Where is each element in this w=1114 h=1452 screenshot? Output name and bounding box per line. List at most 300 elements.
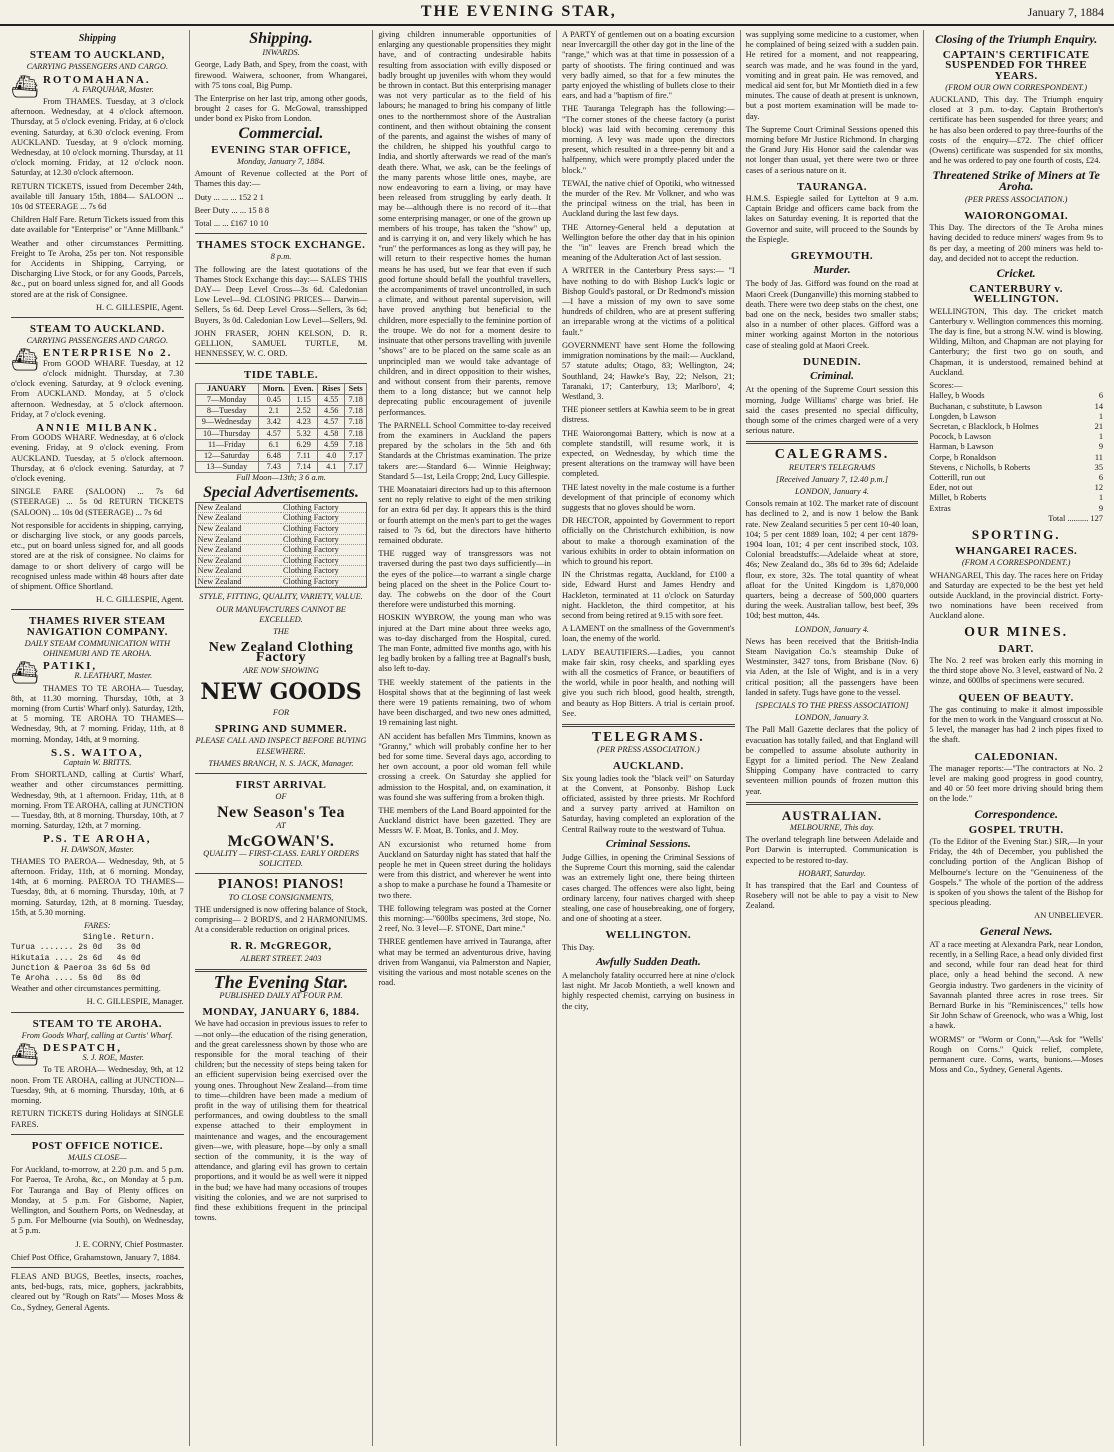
factory-repeat-grid (195, 502, 368, 589)
article-paragraph: THE Attorney-General held a deputation at Wellington before the other day that in his opinion the "in" leaves are French bread which the meaning of the Adulteration Act of last session. (562, 222, 735, 263)
score-batsman: Halley, b Woods (929, 391, 985, 401)
tide-header: Morn. (258, 383, 289, 394)
scores-title: Scores:— (929, 381, 963, 391)
article-paragraph: News has been received that the British-India Steam Navigation Co.'s steamship Duke of Westminster, 3427 tons, from Brisbane (Nov. 6) via Aden, at the Isle of Wight, and is in a very critical position; all the passengers have been landed in safety. Tugs have gone to the vessel. (745, 636, 919, 697)
divider (562, 724, 735, 727)
correspondent-note: (FROM OUR OWN CORRESPONDENT.) (945, 82, 1088, 92)
repeat-left-cell: New Zealand (196, 545, 281, 556)
repeat-left-cell: New Zealand (196, 577, 281, 588)
ad-title: STEAM TO TE AROHA. (32, 1017, 163, 1030)
column-3 (373, 30, 557, 1446)
criminal-heading: Criminal. (810, 370, 854, 383)
score-runs: 21 (1094, 421, 1103, 431)
tide-cell: 1.15 (289, 394, 318, 405)
columns (0, 26, 1114, 1446)
repeat-right-cell: Clothing Factory (281, 566, 366, 577)
article-paragraph: HOSKIN WYBROW, the young man who was injured at the Dart mine about three weeks ago, was to-day discharged from the Hospital, cured. The man Fonte, admitted five months ago, with his leg badly broken by a falling tree at Bagnall's bush, also left to-day. (378, 613, 551, 674)
tide-cell: 7.11 (289, 450, 318, 461)
mines-heading: OUR MINES. (964, 624, 1069, 640)
inwards-note: The Enterprise on her last trip, among other goods, brought 2 cases for G. McGowal, transshipped under bond ex Pisko from London. (194, 94, 368, 124)
fares-agent: H. C. GILLESPIE, Manager. (86, 997, 184, 1007)
score-runs: 6 (1098, 391, 1103, 401)
score-row (929, 473, 1103, 483)
ad-worms: WORMS" or "Worm or Conn,"—Ask for "Wells' Rough on Corns." Quick relief, complete, permanent cure. Corns, warts, bunions.—Moses Moss and Co., Sydney, General Agents. (929, 1034, 1103, 1075)
tide-cell: 11—Friday (195, 439, 258, 450)
dateline-wellington: WELLINGTON. (605, 929, 692, 942)
divider (195, 873, 368, 874)
issue-date: January 7, 1884 (1027, 4, 1104, 19)
article-paragraph: AUCKLAND, This day. The Triumph enquiry closed at 3 p.m. to-day. Captain Brotherton's certificate has been suspended for three years; and he has also been ordered to pay three-fourths of the costs of the enquiry—£72. The chief officer (Owens) certificate was suspended for six months, and he was ordered to pay one fourth of costs, £24. (929, 95, 1103, 166)
newspaper-title: THE EVENING STAR, (420, 3, 617, 20)
general-news-heading: General News. (979, 923, 1053, 938)
tide-cell: 4.58 (318, 428, 345, 439)
sudden-death-heading: Awfully Sudden Death. (596, 955, 701, 968)
repeat-left-cell: New Zealand (196, 566, 281, 577)
inwards-title: INWARDS. (262, 48, 300, 58)
score-row (929, 432, 1103, 442)
australian-heading: AUSTRALIAN. (781, 807, 883, 823)
notice-body: For Auckland, to-morrow, at 2.20 p.m. and 5 p.m. For Paeroa, Te Aroha, &c., on Monday at 5 p.m. For Tauranga and Bay of Plenty offices on Monday, at 5 p.m. For Gisborne, Napier, Wellington, and Southern Ports, on Wednesday, at 5 p.m. For Melbourne (via South), on Wednesday, at 5 p.m. (11, 1165, 184, 1236)
article-paragraph: The manager reports:—"The contractors at No. 2 level are making good progress in good country, and 40 or 50 feet more driving should bring them on the lode." (929, 763, 1103, 804)
ad-body: From SHORTLAND, calling at Curtis' Wharf, weather and other circumstances permitting. Wednesday, 9th, at 1 afternoon. Friday, 11th, at 8 morning. From TE AROHA, calling at JUNCTION— Tuesday, 8th, at 8 morning. Thursday, 10th, at 7 morning. Saturday, 12th, at 7 morning. (11, 770, 184, 831)
repeat-left-cell: New Zealand (196, 556, 281, 567)
triumph-heading: Closing of the Triumph Enquiry. (935, 32, 1098, 46)
fares-note: Weather and other circumstances permitting. (11, 984, 161, 994)
notice-title: POST OFFICE NOTICE. (31, 1139, 163, 1152)
article-paragraph: At the opening of the Supreme Court session this morning, Judge Williams' charge was brief. He said the cases presented no special difficulty, though some of the crimes charged were of a very serious nature. (745, 385, 919, 436)
races-heading: WHANGAREI RACES. (955, 545, 1078, 558)
tide-cell: 10—Thursday (195, 428, 258, 439)
article-paragraph: IN the Christmas regatta, Auckland, for £100 a side, Edward Hurst and James Hendry and Hackleton, terminated at 11 o'clock on Saturday night. Hackleton, the third competitor, at his second from being retired at 9.15 with sore feet. (562, 570, 735, 620)
ad-fleas: FLEAS AND BUGS, Beetles, insects, roaches, ants, bed-bugs, rats, mice, gophers, jackrabbits, cleared out by "Rough on Rats"— Moses Moss & Co., Sydney, General Agents. (11, 1271, 184, 1312)
tide-cell: 4.59 (318, 439, 345, 450)
section-shipping: Shipping. (249, 30, 313, 47)
tide-cell: 4.56 (318, 406, 345, 417)
ad-agent: H. C. GILLESPIE, Agent. (95, 595, 184, 605)
article-paragraph: A melancholy fatality occurred here at nine o'clock last night. Mr Jacob Montieth, a well known and highly respected chemist, carrying on business in the city, (562, 971, 735, 1011)
paper-title: The Evening Star. (213, 971, 349, 992)
article-paragraph: DR HECTOR, appointed by Government to report officially on the Christchurch exhibition, is now about to make a thorough examination of the various exhibits in order to obtain information on which to ground his report. (562, 516, 735, 566)
column-4 (557, 30, 741, 1446)
tea-of: OF (275, 792, 287, 802)
ad-title: STEAM TO AUCKLAND. (29, 323, 165, 336)
steamship-icon: ⛴ (11, 73, 39, 99)
notice-subtitle: MAILS CLOSE— (67, 1152, 127, 1162)
article-paragraph: Judge Gillies, in opening the Criminal Sessions of the Supreme Court this morning, said the calendar was an extremely light one, there being thirteen cases charged. The offences were also light, being ordinary larceny, four natives charged with sheep stealing, one case of housebreaking, one of forgery, and one of shooting at a steer. (562, 853, 735, 924)
telegrams-heading: TELEGRAMS. (591, 730, 705, 745)
score-runs: 9 (1098, 442, 1103, 452)
ship-name: ANNIE MILBANK. (35, 421, 159, 434)
duty-total: Total ... ... £167 10 10 (194, 219, 269, 229)
tide-cell: 3.42 (258, 417, 289, 428)
sporting-heading: SPORTING. (971, 526, 1061, 542)
ship-name: ROTOMAHANA. (42, 73, 151, 86)
tide-cell: 4.0 (318, 450, 345, 461)
score-row (929, 402, 1103, 412)
tea-quality: QUALITY — FIRST-CLASS. EARLY ORDERS SOLICITED. (203, 848, 359, 869)
repeat-left-cell: New Zealand (196, 524, 281, 535)
article-paragraph: A WRITER in the Canterbury Press says:— "I have nothing to do with Bishop Luck's logic or Bishop Gould's pastoral, or Dr Redmond's mission—I have a mission of my own to save some hundreds of children, who are at present suffering an irreparable wrong at the victims of a political fault." (562, 266, 735, 337)
tide-header-row (195, 383, 367, 394)
ad-note: Not responsible for accidents in shipping, carrying, or discharging live stock, or any goods parcels, etc., put on board unless signed for, and all goods stored are at the risk of consignee. No claims for damage to or short delivery of cargo will be recognised unless made within 48 hours after date of shipment. Office Shortland. (11, 520, 184, 591)
ad-body: From GOOD WHARF. Tuesday, at 12 o'clock midnight. Thursday, at 7.30 o'clock evening. Saturday, at 9 o'clock evening. From AUCKLAND. Monday, at 5 o'clock afternoon. Wednesday, at 5 o'clock afternoon. Friday, at 7 o'clock evening. (11, 358, 184, 419)
inwards-body: George, Lady Bath, and Spey, from the coast, with firewood. Waiwera, schooner, from Whangarei, with 75 tons coal, Big Pump. (194, 60, 368, 90)
score-runs: 1 (1098, 493, 1103, 503)
editorial: We have had occasion in previous issues to refer to—not only—the education of the rising generation, and the great carelessness shown by those who are responsible for the moral teaching of their children; but the necessity of steps being taken for an efficient supervision being exercised over the young ones. Throughout New Zealand—from time to time—children have been made a medium of profit in the way of utilising them for theatrical performances, and owing doubtless to the small expense attached to their employment in maintenance and wages, and the encouragement given—we, with pleasure, hope—by only a small section of the community, it is the way of attendance, and glaring evil has grown to certain proportions, and it would be as well were it nipped in the bud; we have had many occasions of troupes visiting the colonies, and we are not surprised to find these exhibitions frequent in the principal towns. (194, 1019, 368, 1223)
article-paragraph: AN accident has befallen Mrs Timmins, known as "Granny," which will probably confine her to her bed for some time. Several days ago, according to her own account, a poor old woman fell while crossing a creek. On Saturday she applied for admission to the Hospital, and, on examination, it was found she was suffering from a broken thigh. (378, 731, 551, 802)
tide-header: Sets (345, 383, 367, 394)
tide-rows (195, 394, 367, 472)
tide-cell: 7.18 (345, 394, 367, 405)
tide-header: JANUARY (195, 383, 258, 394)
tide-cell: 4.57 (258, 428, 289, 439)
reuters-subheading: REUTER'S TELEGRAMS (788, 462, 876, 472)
tide-header: Even. (289, 383, 318, 394)
score-row (929, 422, 1103, 432)
score-runs: 35 (1094, 462, 1103, 472)
score-batsman: Cotterill, run out (929, 472, 986, 482)
divider (11, 1134, 184, 1135)
stock-time: 8 p.m. (270, 252, 292, 262)
steamship-icon: ⛴ (11, 347, 39, 373)
article-paragraph: The PARNELL School Committee to-day received from the examiners in Auckland the papers prepared by the scholars in the 5th and 6th Standards at the Christmas examination. The prize takers are:—Standard 6— Winnie Heighway; Standard 5—1st, Leila Cropp; 2nd, Lucy Gillespie. (378, 420, 551, 481)
article-paragraph: This Day. The directors of the Te Aroha mines having decided to reduce miners' wages from 9s to 8s per day, a meeting of 200 miners was held to-day, and decided not to accept the reduction. (929, 223, 1103, 263)
score-row (929, 463, 1103, 473)
article-paragraph: THE pioneer settlers at Kawhia seem to be in great distress. (562, 405, 735, 425)
section-commercial: Commercial. (238, 124, 324, 142)
divider (195, 363, 368, 364)
ad-body: From GOODS WHARF. Wednesday, at 6 o'clock evening. Friday, at 9 o'clock evening. From AUCKLAND. Tuesday, at 5 o'clock afternoon. Thursday, at 6 o'clock evening. Saturday, at 7 o'clock evening. (11, 433, 184, 483)
score-runs: 12 (1094, 483, 1103, 493)
tide-cell: 6.48 (258, 450, 289, 461)
divider (11, 1267, 184, 1268)
letter-signature: AN UNBELIEVER. (1034, 911, 1103, 921)
dateline-tauranga: TAURANGA. (796, 180, 867, 193)
tide-cell: 5.32 (289, 428, 318, 439)
tide-row (195, 462, 367, 473)
ad-return: RETURN TICKETS during Holidays at SINGLE FARES. (11, 1109, 184, 1129)
article-paragraph: THE Waiorongomai Battery, which is now at a complete standstill, will resume work, it is expected, on Wednesday, by which time the present alterations on the tramway will have been completed. (562, 428, 735, 479)
score-batsman: Eder, not out (929, 483, 973, 493)
tide-cell: 7.43 (258, 462, 289, 473)
dateline-auckland: AUCKLAND. (612, 760, 684, 773)
scores-total: Total .......... 127 (1048, 513, 1103, 523)
press-association-note: (PER PRESS ASSOCIATION.) (964, 194, 1068, 204)
dateline-greymouth: GREYMOUTH. (790, 250, 874, 263)
score-row (929, 504, 1103, 514)
pianos-signature: R. R. McGREGOR, (230, 940, 332, 953)
column-5 (741, 30, 925, 1446)
article-paragraph: Consols remain at 102. The market rate of discount has declined to 2, and is now 1 below the Bank rate. New Zealand securities 5 per cent 10-40 loan, 104; 5 per cent 1889 loan, 102; 4 per cent 1879-1904 loan, 101; 4 per cent inscribed stock, 103. Colonial breadstuffs:—Adelaide wheat at store, 46s; New Zealand do., 38s 6d to 39s 6d; Adelaide flour, ex store, 32s. The total quantity of wheat afloat for the United Kingdom is 1,870,000 quarters, being a decrease of 500,000 quarters during the week. Australian tallow, best beef, 39s 10d; best mutton, 44s. (745, 499, 919, 621)
tide-cell: 7.17 (345, 462, 367, 473)
dateline-london: LONDON, January 4. (795, 486, 869, 496)
tide-cell: 6.29 (289, 439, 318, 450)
article-paragraph: The overland telegraph line between Adelaide and Port Darwin is interrupted. Communication is expected to be restored to-day. (745, 835, 919, 865)
divider (11, 1012, 184, 1013)
mine-dart: DART. (998, 642, 1034, 655)
pianos-body: THE undersigned is now offering balance of Stock, comprising— 2 BORD'S, and 2 HARMONIUMS. At a considerable reduction on original prices. (194, 904, 368, 935)
dateline-waiorongomai: WAIORONGOMAI. (964, 210, 1069, 223)
steamship-icon: ⛴ (11, 660, 39, 686)
article-paragraph: The gas continuing to make it almost impossible for the men to work in the Vanguard crosscut at No. 5 level, the manager has had 2 inch pipes fixed to the shaft. (929, 704, 1103, 745)
article-paragraph: The Pall Mall Gazette declares that the policy of evacuation has totally failed, and that England will be compelled to assume absolute authority in Egypt for a limited period. The New Zealand Shipping Company have contracted to carry seventeen million pounds of frozen mutton this year. (745, 725, 919, 796)
dateline-melbourne: MELBOURNE, This day. (789, 823, 875, 833)
tide-cell: 7.18 (345, 439, 367, 450)
duty-line: Duty ... ... ... 152 2 1 (194, 192, 264, 202)
ad-weather: Weather and other circumstances Permitting. Freight to Te Aroha, 25s per ton. Not responsible for Accidents in Shipping, Carrying, or Discharging Live Stock, or for any Goods, Parcels, &c., put on board unless signed for, and all Goods stored are at the risk of Consignee. (11, 238, 184, 299)
factory-name: New Zealand Clothing Factory (208, 640, 354, 666)
ad-body: To TE AROHA— Wednesday, 9th, at 12 noon. From TE AROHA, calling at JUNCTION— Tuesday, 9th, at 6 morning. Thursday, 10th, at 6 morning. (11, 1065, 184, 1106)
pianos-subtitle: TO CLOSE CONSIGNMENTS, (228, 892, 334, 902)
article-paragraph: THE following telegram was posted at the Corner this morning:—"600lbs specimens, 3rd stope, No. 2 reef, No. 3 level—F. STONE, Dart mine." (378, 903, 551, 934)
stock-body: The following are the latest quotations of the Thames Stock Exchange this day:— SALES THIS DAY— Deep Level Cross—3s 6d. Caledonian Low Level—9d. CLOSING PRICES— Darwin—Sellers, 5s 6d. Deep Level Cross—Sellers, 3s 6d; Buyers, 3s 0d. Caledonian Low Level—Sellers, 9d. (194, 264, 368, 325)
factory-call: PLEASE CALL AND INSPECT BEFORE BUYING ELSEWHERE. (195, 736, 367, 756)
score-batsman: Corpe, b Ronaldson (929, 452, 997, 462)
ad-note: Children Half Fare. Return Tickets issued from this date available for "Enterprise" or "Anne Millbank." (11, 215, 184, 235)
tide-cell: 7.14 (289, 462, 318, 473)
paper-date: MONDAY, JANUARY 6, 1884. (202, 1006, 360, 1019)
cricket-heading: Cricket. (996, 266, 1036, 281)
article-paragraph: Six young ladies took the "black veil" on Saturday at the Convent, at Ponsonby. Bishop Luck officiated, assisted by three priests. Mr Rochford and a survey party arrived at Hamilton on Saturday, having completed an exploration of the Central Railway route to the westward of Tuhua. (562, 773, 735, 834)
triumph-subheading: CAPTAIN'S CERTIFICATE SUSPENDED FOR THREE YEARS. (942, 49, 1090, 82)
tea-title: New Season's Tea (216, 804, 345, 822)
new-for: FOR (272, 707, 290, 717)
article-paragraph: THE rugged way of transgressors was not traversed during the past two days sufficiently—in the eyes of the police—to warrant a single charge being placed on the sheet in the Police Court to-day. The cobwebs on the door of the Court therefore were undisturbed this morning. (378, 549, 551, 610)
tide-cell: 0.45 (258, 394, 289, 405)
ship-master: A. FARQUHAR, Master. (72, 84, 154, 94)
column-6 (924, 30, 1108, 1446)
article-paragraph: It has transpired that the Earl and Countess of Rosebery will not be able to pay a visit to New Zealand. (745, 881, 919, 911)
factory-note: OUR MANUFACTURES CANNOT BE EXCELLED. (216, 604, 346, 624)
factory-the: THE (273, 627, 289, 637)
score-batsman: Longden, b Lawson (929, 411, 997, 421)
ship-name: P.S. TE AROHA, (43, 833, 152, 846)
pianos-street: ALBERT STREET. 2403 (240, 953, 322, 963)
paper-subtitle: PUBLISHED DAILY AT FOUR P.M. (219, 990, 343, 1000)
specials-note: [SPECIALS TO THE PRESS ASSOCIATION] (755, 700, 909, 710)
tide-cell: 7.18 (345, 406, 367, 417)
article-paragraph: was supplying some medicine to a customer, when he complained of being seized with a sudden pain. He retired for a moment, and not reappearing, search was made, and he was found in the yard, vomiting and in great pain. He was removed, and medical aid sent for, but Mr Montieth died in a few minutes. The cause of death at present is unknown, but a post mortem examination will be made to-day. (745, 30, 919, 121)
article-paragraph: H.M.S. Espiegle sailed for Lyttelton at 9 a.m. Captain Bridge and officers came back from the lakes on Saturday evening. It is reported that the Governor and suite, will proceed to the Sounds by the Espiegle. (745, 194, 919, 244)
tide-row (195, 428, 367, 439)
ship-name: S.S. WAITOA, (50, 746, 144, 759)
repeat-left-cell: New Zealand (196, 513, 281, 524)
mine-caledonian: CALEDONIAN. (974, 750, 1058, 763)
received-note: [Received January 7, 12.40 p.m.] (775, 474, 889, 484)
tide-cell: 6.1 (258, 439, 289, 450)
column-2 (190, 30, 374, 1446)
dateline-dunedin: DUNEDIN. (802, 355, 862, 368)
article-paragraph: LADY BEAUTIFIERS.—Ladies, you cannot make fair skin, rosy cheeks, and sparkling eyes with all the cosmetics of France, or beautifiers of the world, while in poor health, and nothing will give you such rich blood, good health, strength, and beauty as Hop Bitters. A trial is certain proof. See. (562, 647, 735, 718)
score-runs: 1 (1098, 432, 1103, 442)
article-paragraph: THE Tauranga Telegraph has the following:— "The corner stones of the cheese factory (a purist block) was laid with becoming ceremony this morning. A levy was made upon the directors present, which resulted in a three-penny bit and a halfpenny, which were promptly placed under the block." (562, 104, 735, 175)
ad-subtitle: CARRYING PASSENGERS AND CARGO. (26, 62, 169, 72)
article-paragraph: WHANGAREI, This day. The races here on Friday and Saturday are expected to be the best yet held outside Auckland, in the provincial district. Forty-two nominations have been received from Auckland alone. (929, 570, 1103, 621)
dateline-hobart: HOBART, Saturday. (798, 868, 866, 878)
stock-title: THAMES STOCK EXCHANGE. (196, 239, 366, 252)
ad-fares: SINGLE FARE (SALOON) ... 7s 6d (STEERAGE) ... 5s 0d RETURN TICKETS (SALOON) ... 10s 0d (STEERAGE) ... 7s 6d (11, 487, 184, 517)
ship-master: H. DAWSON, Master. (60, 844, 134, 854)
factory-branch: THAMES BRANCH, N. S. JACK, Manager. (208, 758, 354, 768)
score-runs: 14 (1094, 401, 1103, 411)
tea-at: AT (276, 820, 286, 830)
score-batsman: Pocock, b Lawson (929, 432, 991, 442)
calegrams-heading: CALEGRAMS. (774, 447, 890, 463)
score-batsman: Stevens, c Nicholls, b Roberts (929, 462, 1031, 472)
telegrams-subheading: (PER PRESS ASSOCIATION.) (597, 745, 700, 755)
correspondent-note: (FROM A CORRESPONDENT.) (961, 558, 1071, 568)
score-row (929, 453, 1103, 463)
masthead (0, 0, 1114, 26)
notice-signature: J. E. CORNY, Chief Postmaster. (75, 1239, 184, 1249)
strike-heading: Threatened Strike of Miners at Te Aroha. (932, 168, 1100, 193)
tide-row (195, 450, 367, 461)
article-paragraph: AT a race meeting at Alexandra Park, near London, recently, in a Selling Race, a head only divided first and second, while four ran dead heat for third place, only a head behind the second. A new Georgia industry. Two gardeners in the vicinity of Savannah planted three acres in rose trees. Sir Bernard Burke in his "Reminiscences," tells how Sir John Schaw of Greenock, who was a Whig, lost a hawk. (929, 939, 1103, 1031)
tide-row (195, 417, 367, 428)
repeat-right-cell: Clothing Factory (281, 535, 366, 546)
tide-cell: 7—Monday (195, 394, 258, 405)
gospel-heading: GOSPEL TRUTH. (968, 823, 1064, 836)
steamship-icon: ⛴ (11, 1042, 39, 1068)
ship-name: PATIKI, (42, 660, 98, 673)
repeat-left-cell: New Zealand (196, 535, 281, 546)
tea-store: McGOWAN'S. (227, 832, 335, 850)
score-row (929, 442, 1103, 452)
article-paragraph: GOVERNMENT have sent Home the following immigration nominations by the mail:— Auckland, 57 statute adults; Otago, 83; Wellington, 24; Southland, 24; Hawke's Bay, 22; Nelson, 21; Taranaki, 17; Canterbury, 13; Marlboro', 4; Westland, 3. (562, 340, 735, 401)
score-runs: 1 (1098, 411, 1103, 421)
tide-table (195, 383, 368, 474)
divider (11, 317, 184, 318)
tide-row (195, 406, 367, 417)
ad-subtitle: CARRYING PASSENGERS AND CARGO. (26, 336, 169, 346)
score-row (929, 412, 1103, 422)
article-paragraph: THE Moanataiari directors had up to this afternoon sent no reply relative to eight of the men striking for an extra 6d per day. It appears this is the third or fourth attempt on the men's part to get the wages raised to 7s 6d, but the directors have hitherto remained obdurate. (378, 484, 551, 545)
ad-body: THAMES TO PAEROA— Wednesday, 9th, at 5 afternoon. Friday, 11th, at 6 morning. Monday, 14th, at 6 morning. PAEROA TO THAMES— Tuesday, 8th, at 6 morning. Thursday, 10th, at 7 morning. Saturday, 12th, at 8 morning. Tuesday, 15th, at 5.30 morning. (11, 856, 184, 917)
ship-master: R. LEATHART, Master. (74, 671, 153, 681)
article-paragraph: THE latest novelty in the male costume is a further development of that principle of economy which suggests that no gloves should be worn. (562, 482, 735, 512)
ship-name: DESPATCH, (42, 1042, 122, 1055)
factory-words: STYLE, FITTING, QUALITY, VARIETY, VALUE. (199, 592, 363, 602)
tide-cell: 7.18 (345, 417, 367, 428)
tide-cell: 4.23 (289, 417, 318, 428)
criminal-sessions-heading: Criminal Sessions. (605, 837, 691, 850)
article-paragraph: THE members of the Land Board appointed for the Auckland district have been gazetted. They are Messrs W. F. Moat, B. Tonks, and J. Moy. (378, 806, 551, 836)
article-paragraph: TEWAI, the native chief of Opotiki, who witnessed the murder of the Rev. Mr Volkner, and who was the principal witness on the trial, has been in Auckland during the last few days. (562, 178, 735, 219)
pianos-title: PIANOS! PIANOS! (217, 877, 345, 893)
mine-queen-of-beauty: QUEEN OF BEAUTY. (958, 691, 1074, 704)
repeat-right-cell: Clothing Factory (281, 503, 366, 514)
stock-names: JOHN FRASER, JOHN KELSON, D. R. GELLION, SAMUEL TURTLE, M. HENNESSEY, W. C. ORD. (194, 328, 368, 359)
fares-table: Single. Return. Turuа ....... 2s 0d 3s 0d Hikutaia .... 2s 6d 4s 0d Junction & Paeroa 3s 6d 5s 0d Te Aroha .... 5s 0d 8s 0d (11, 933, 156, 984)
article-paragraph: WELLINGTON, This day. The cricket match Canterbury v. Wellington commences this morning. The day is fine, but a strong N.W. wind is blowing. Wilding, Milton, and Chapman are not playing for Canterbury; the first two go on south, and Chapman, it is understood, remained behind at Auckland. (929, 306, 1103, 377)
tide-cell: 2.1 (258, 406, 289, 417)
correspondence-heading: Correspondence. (974, 806, 1058, 821)
fares-title: FARES: (84, 921, 111, 931)
commercial-body: Amount of Revenue collected at the Port of Thames this day:— (194, 169, 368, 189)
ad-title: STEAM TO AUCKLAND, (29, 49, 165, 62)
tide-cell: 4.1 (318, 462, 345, 473)
ship-master: S. J. ROE, Master. (82, 1053, 145, 1063)
article-paragraph: A PARTY of gentlemen out on a boating excursion near Invercargill the other day got in the line of the "range," which was at that time in possession of a party of shootists. The firing continued and was very badly aimed, so that for a few minutes the party enjoyed the whistling of bullets close to their ears, and had a "baptism of fire." (562, 30, 735, 101)
new-goods: NEW GOODS (200, 678, 362, 705)
article-paragraph: The body of Jas. Gifford was found on the road at Maori Creek (Dunganville) this morning stabbed to death. There were two deep stabs on the chest, one bad one on the neck, besides two smaller stabs; also in a number of other places. Gifford was a miner working against Morton in the notorious case of stealing gold at Maori Creek. (745, 279, 919, 350)
ad-subtitle: DAILY STEAM COMMUNICATION WITH OHINEMURI AND TE AROHA. (24, 638, 171, 658)
tide-cell: 12—Saturday (195, 450, 258, 461)
scores-list (929, 391, 1103, 513)
article-paragraph: The Supreme Court Criminal Sessions opened this morning before Mr Justice Richmond. In charging the Grand Jury His Honor said the calendar was not longer than usual, yet there were two or three cases of a serious nature on it. (745, 124, 919, 175)
ad-title: THAMES RIVER STEAM NAVIGATION COMPANY. (26, 615, 168, 638)
ad-agent: H. C. GILLESPIE, Agent. (95, 302, 184, 312)
ad-subtitle: From Goods Wharf, calling at Curtis' Wharf. (21, 1030, 173, 1040)
score-batsman: Harman, b Lawson (929, 442, 994, 452)
article-paragraph: (To the Editor of the Evening Star.) SIR,—In your Friday, the 4th of December, you published the concluding portion of the Anglican Bishop of Melbourne's lecture on the "Genuineness of the Gospels." The whole of the portion of the address is spoken of you shows the talent of the Bishop for specious pleading. (929, 837, 1103, 908)
article-paragraph: THE weekly statement of the patients in the Hospital shows that at the beginning of last week there were 19 patients remaining, two of whom have been discharged, and two new ones admitted, 19 remaining last night. (378, 677, 551, 728)
repeat-right-cell: Clothing Factory (281, 524, 366, 535)
dateline-london: LONDON, January 4. (795, 624, 869, 634)
tide-row (195, 394, 367, 405)
repeat-right-cell: Clothing Factory (281, 513, 366, 524)
dateline-london: LONDON, January 3. (795, 713, 869, 723)
score-batsman: Millet, b Roberts (929, 493, 987, 503)
tide-moon: Full Moon—13th; 3 6 a.m. (236, 473, 326, 483)
column-1 (6, 30, 190, 1446)
tide-row (195, 439, 367, 450)
tide-cell: 4.55 (318, 394, 345, 405)
tide-cell: 9—Wednesday (195, 417, 258, 428)
tide-header: Rises (318, 383, 345, 394)
ship-name: ENTERPRISE No 2. (42, 347, 173, 360)
divider (195, 773, 368, 774)
tide-title: TIDE TABLE. (243, 369, 319, 382)
score-batsman: Buchanan, c substitute, b Lawson (929, 401, 1042, 411)
section-special: Special Advertisements. (203, 483, 359, 501)
tide-cell: 2.52 (289, 406, 318, 417)
repeat-right-cell: Clothing Factory (281, 545, 366, 556)
ad-return: RETURN TICKETS, issued from December 24th, available till January 15th, 1884— SALOON ... 10s 0d STEERAGE ... 7s 6d (11, 181, 184, 212)
tide-cell: 7.18 (345, 428, 367, 439)
article-paragraph: giving children innumerable opportunities of enlarging any questionable propensities they might have, and of contracting undesirable habits resulting from association with evilly disposed or badly brought up juveniles with whom they would be thrown in contact. But this enterprising manager was not very particular as to the field of his labours; he managed to bring his company of little ones to the northernmost shore of the Australian continent, and then without obtaining the consent of the parents, and against the wishes of many of the children, he shipped his youthful cargo to India, and shortly afterwards we read of the man's death there. What, we ask, can be the feelings of the many parents whose little ones, maybe, are now endeavoring to earn a living, or may have been released from struggling by early death. It may be—although there is no record of it—that some enterprising manager, or one of the grown up members of his troupe, has taken the "show" up, and is carrying it on, and very likely which he has "run" the performances as long as they will pay, he will return to their respective homes the human means he has used, but we fear that even if such good fortune should befall the youthful travellers, the accompaniments of travel uncontrolled, in such a climate, and without parental supervision, will have proved anything but beneficial to the children, more especially to the feminine portion of the troupe. We do not for a moment desire to insinuate that other persons travelling with juvenile "shows" are to be placed on the same scale as an unprincipled man we would take advantage of children, and in direct opposition to their wishes, and without consent from their parents, remove them to a long distance; but we cannot help deprecating public encouragement of juvenile performances. (378, 30, 551, 417)
score-row (929, 483, 1103, 493)
tide-cell: 7.17 (345, 450, 367, 461)
ship-master: Captain W. BRITTS. (63, 758, 132, 767)
divider (11, 609, 184, 610)
score-batsman: Extras (929, 503, 951, 513)
section-shipping: Shipping (78, 33, 116, 44)
article-paragraph: THREE gentlemen have arrived in Tauranga, after what may be termed an adventurous drive, having driven from Wanganui, via Palmerston and Napier, visiting the various and most notable scenes on the road. (378, 937, 551, 988)
repeat-right-cell: Clothing Factory (281, 556, 366, 567)
notice-office: Chief Post Office, Grahamstown, January 7, 1884. (11, 1252, 181, 1262)
article-paragraph: This Day. (562, 942, 595, 952)
article-paragraph: A LAMENT on the smallness of the Government's loan, the enemy of the world. (562, 624, 735, 644)
duty-line: Beer Duty ... ... 15 8 8 (194, 205, 270, 215)
score-runs: 6 (1098, 472, 1103, 482)
ad-body: From THAMES. Tuesday, at 3 o'clock afternoon. Wednesday, at 4 o'clock afternoon. Thursday, at 5 o'clock evening. Friday, at 6 o'clock evening. Saturday, at 6.30 o'clock evening. From AUCKLAND. Tuesday, at 9 o'clock morning. Wednesday, at 10 o'clock morning. Thursday, at 11 o'clock morning. Friday, at 12 o'clock noon. Saturday, at 12.30 o'clock afternoon. (11, 97, 184, 178)
tide-cell: 8—Tuesday (195, 406, 258, 417)
cricket-match: CANTERBURY v. WELLINGTON. (969, 283, 1064, 306)
divider (746, 441, 919, 444)
ad-body: THAMES TO TE AROHA— Tuesday, 8th, at 11.30 morning. Thursday, 10th, at 3 morning (from Curtis' Wharf only). Saturday, 12th, at 5 morning. TE AROHA TO THAMES— Wednesday, 9th, at 7 morning. Friday, 11th, at 8 morning. Monday, 14th, at 9 morning. (11, 683, 184, 744)
commercial-date: Monday, January 7, 1884. (237, 157, 325, 167)
score-row (929, 391, 1103, 401)
article-paragraph: AN excursionist who returned home from Auckland on Saturday night has stated that half the people he met in Queen street during the holidays were from this district, and wherever he went into a shop to make a purchase he found a Thamesite or two there. (378, 839, 551, 900)
divider (746, 802, 919, 805)
spring-summer: SPRING AND SUMMER. (214, 723, 348, 736)
repeat-right-cell: Clothing Factory (281, 577, 366, 588)
factory-showing: ARE NOW SHOWING (243, 665, 319, 675)
score-row (929, 493, 1103, 503)
score-runs: 11 (1094, 452, 1103, 462)
article-paragraph: The No. 2 reef was broken early this morning in the third stope above No. 3 level, eastward of No. 2 winze, and 600lbs of specimens were secured. (929, 655, 1103, 686)
